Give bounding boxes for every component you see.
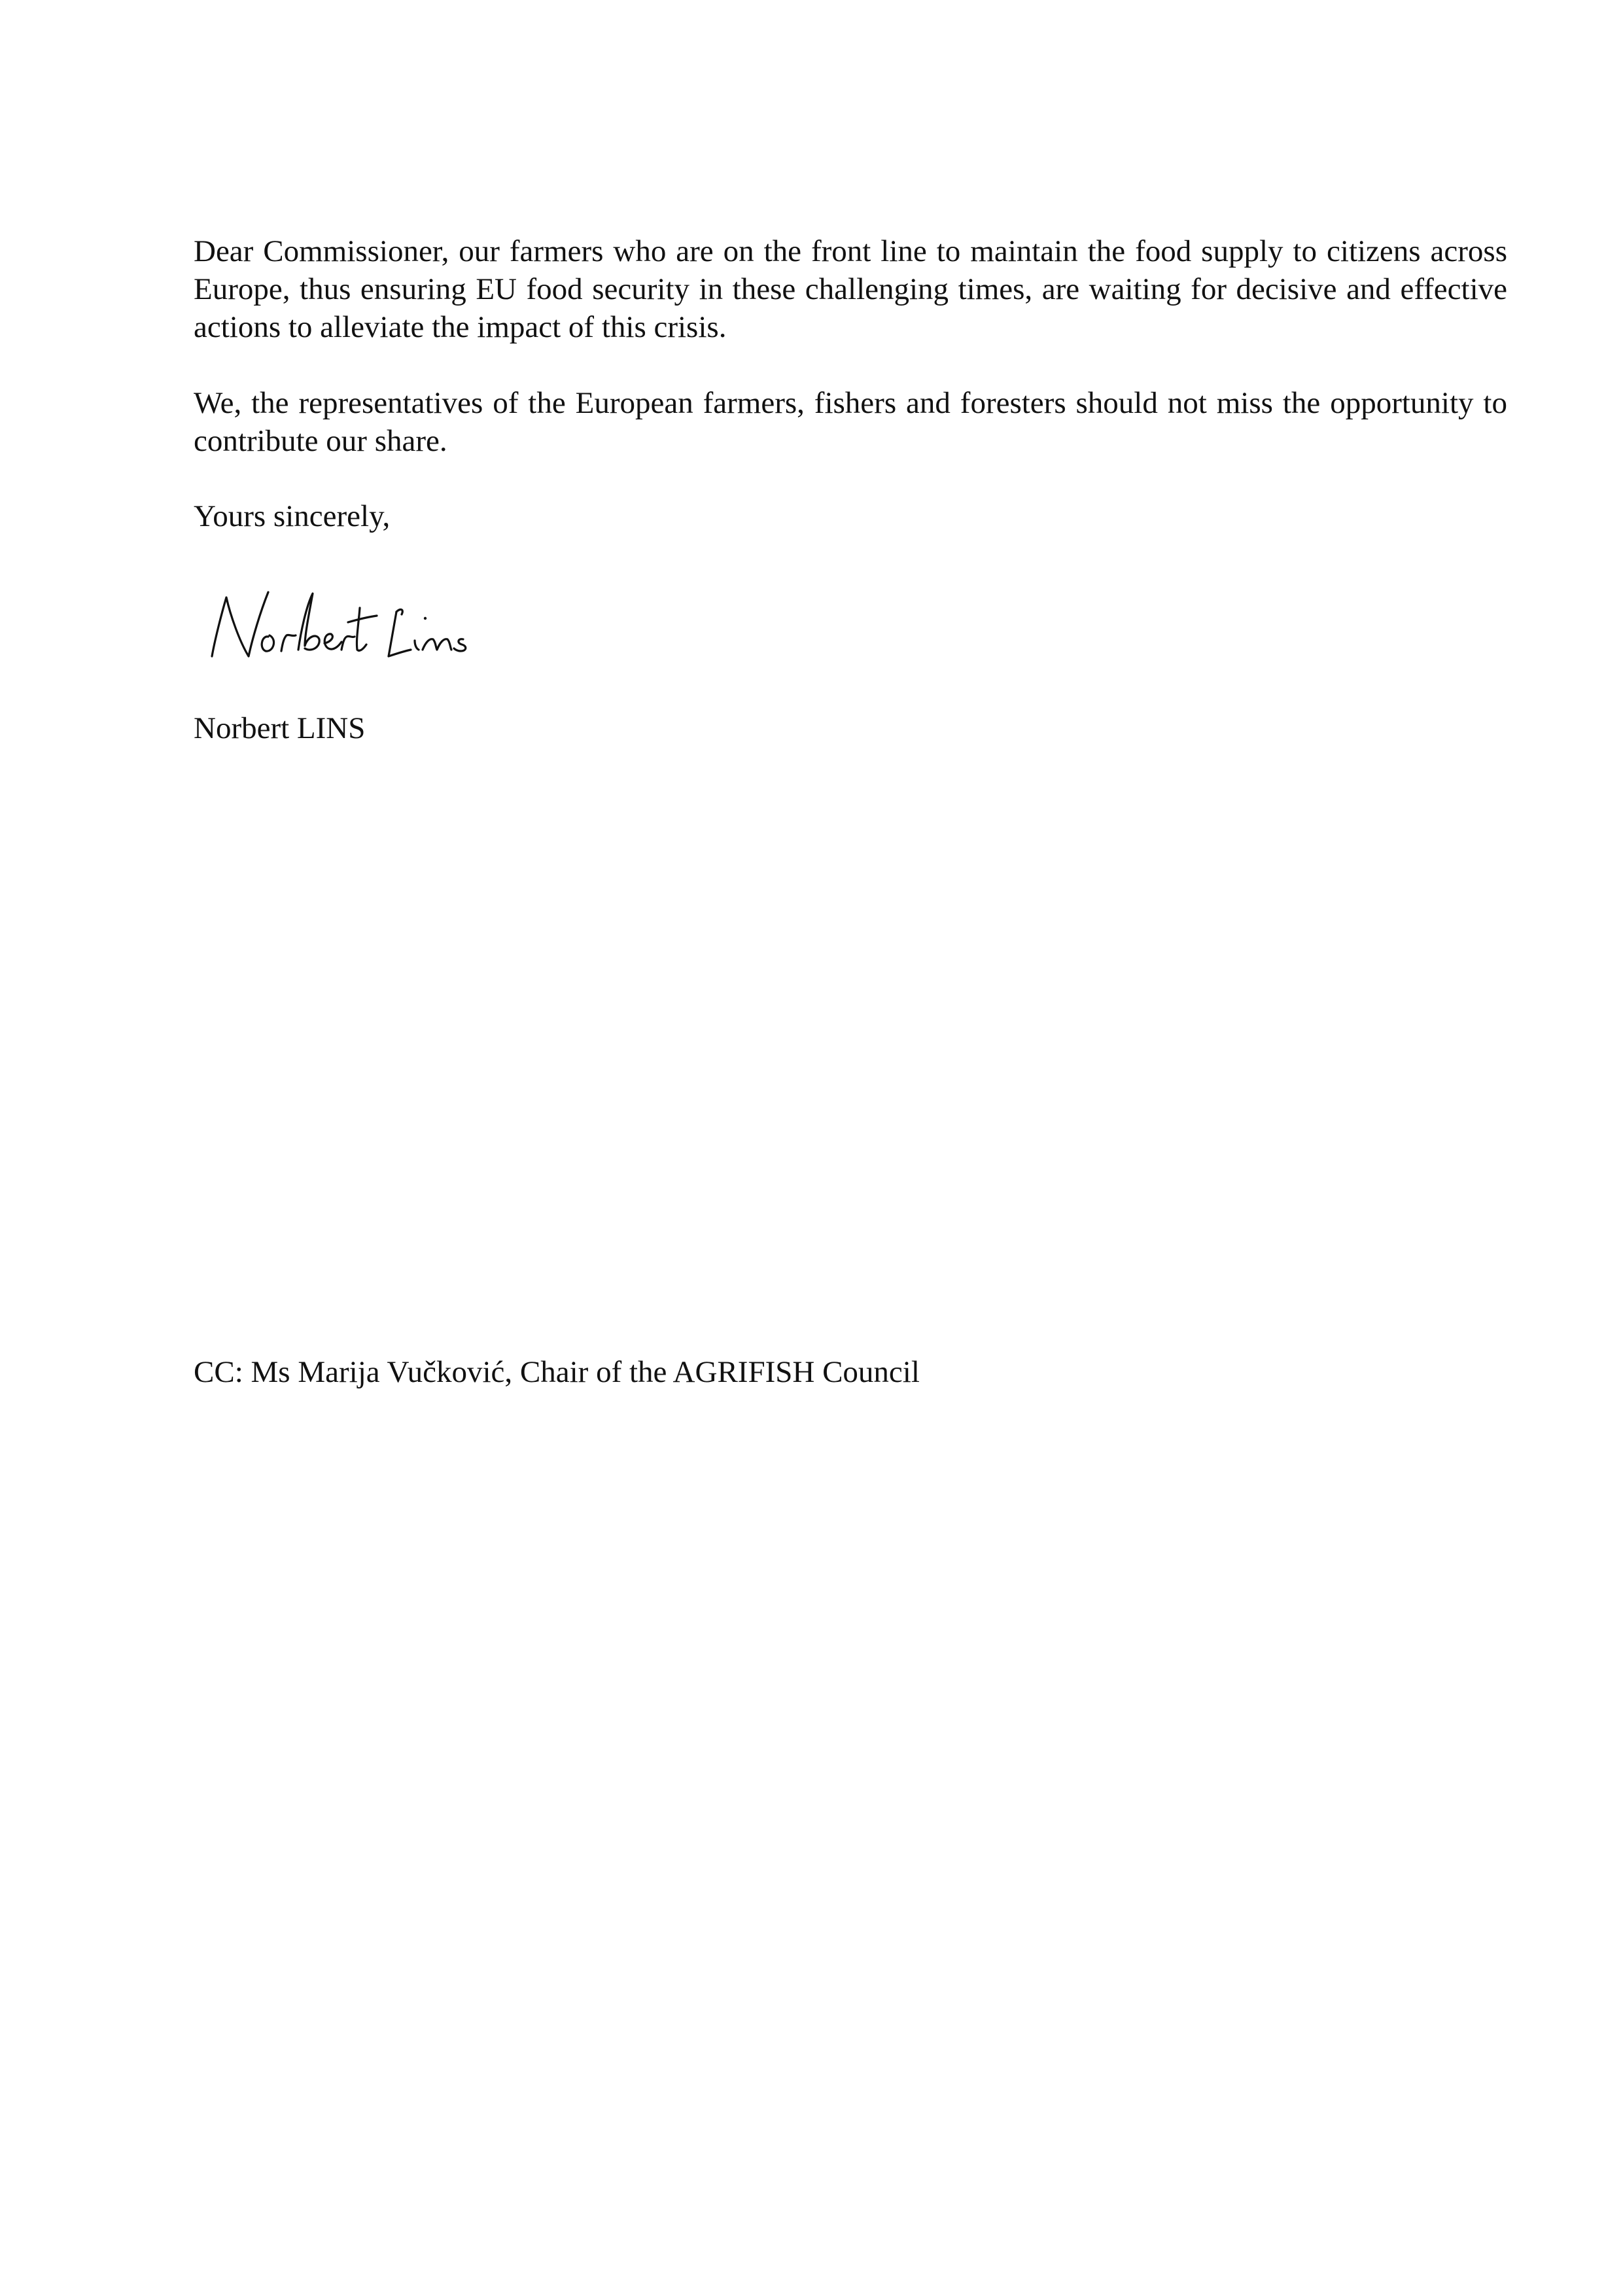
cc-line: CC: Ms Marija Vučković, Chair of the AGRIFISH Council [194,1355,920,1389]
closing-salutation: Yours sincerely, [194,499,391,533]
signatory-name: Norbert LINS [194,711,366,745]
body-paragraph-1: Dear Commissioner, our farmers who are on the front line to maintain the food supply to citizens across Europe, thus ensuring EU food security in these challenging times, are waiting for decisive and effective actions to alleviate the impact of this crisis. [194,234,1507,344]
handwritten-signature [200,579,501,677]
body-paragraph-2: We, the representatives of the European farmers, fishers and foresters should not miss the opportunity to contribute our share. [194,386,1507,458]
